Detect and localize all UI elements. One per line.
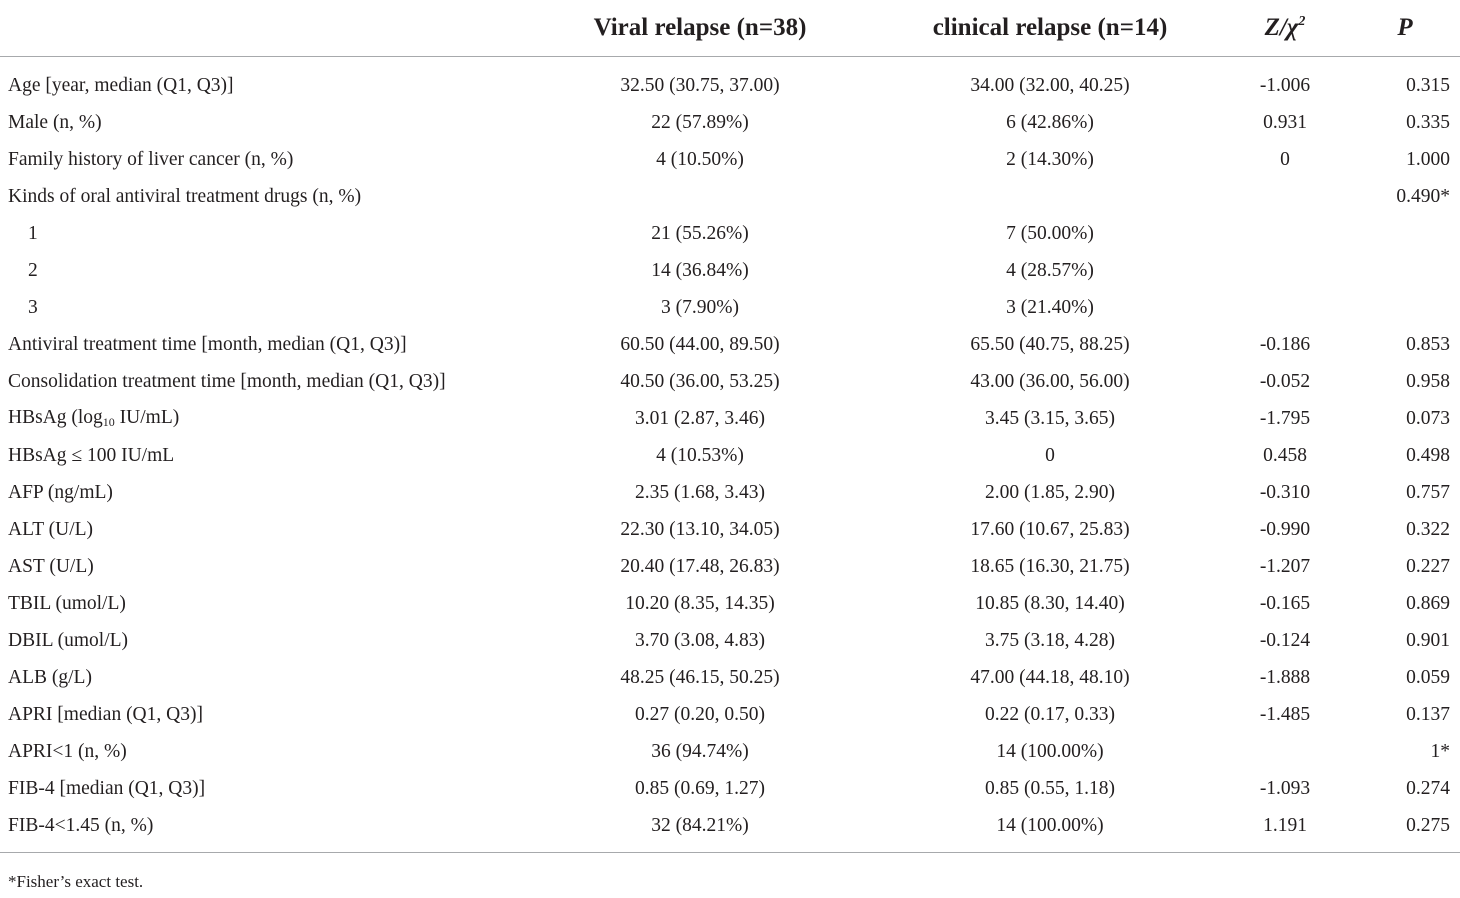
row-label: 2 [28,259,38,281]
row-label: Age [year, median (Q1, Q3)] [8,74,234,96]
row-label-main: HBsAg (log [8,407,103,428]
table-row [0,289,1460,326]
table-row [0,585,1460,622]
p-value-cell: 0.059 [1406,666,1450,688]
clinical-relapse-cell: 4 (28.57%) [1006,259,1094,281]
statistic-cell [1220,289,1350,326]
header-statistic [1220,0,1350,57]
statistic-cell: -1.006 [1259,74,1311,96]
statistic-cell: -0.124 [1259,629,1311,651]
p-value-cell: 0.498 [1406,444,1450,466]
clinical-relapse-cell: 2 (14.30%) [1006,148,1094,170]
footnote: *Fisher’s exact test. [8,872,144,891]
table-row [0,733,1460,770]
row-label: ALB (g/L) [8,666,92,688]
p-value-cell: 0.853 [1406,333,1450,355]
table-row [0,57,1460,105]
clinical-relapse-cell: 14 (100.00%) [996,740,1104,762]
p-value-cell: 0.315 [1406,74,1450,96]
clinical-relapse-cell: 0 [1045,444,1055,466]
header-statistic-sup: 2 [1298,14,1306,29]
row-label-tail: IU/mL) [114,407,180,428]
statistic-cell: -0.052 [1259,370,1311,392]
statistic-cell [1220,215,1350,252]
table-row [0,104,1460,141]
clinical-relapse-cell: 6 (42.86%) [1006,111,1094,133]
clinical-relapse-cell: 7 (50.00%) [1006,222,1094,244]
clinical-relapse-cell: 3.45 (3.15, 3.65) [985,407,1115,429]
clinical-relapse-cell: 18.65 (16.30, 21.75) [970,555,1130,577]
p-value-cell: 0.274 [1406,777,1450,799]
viral-relapse-cell: 4 (10.50%) [656,148,744,170]
table-row [0,548,1460,585]
row-label: APRI<1 (n, %) [8,740,127,762]
header-viral-relapse: Viral relapse (n=38) [520,0,880,57]
statistic-cell: 0.458 [1263,444,1307,466]
header-blank [0,0,520,57]
table-row [0,474,1460,511]
row-label: 1 [28,222,38,244]
row-label: Antiviral treatment time [month, median (Q1, Q3)] [8,333,407,355]
table-row [0,400,1460,437]
viral-relapse-cell: 2.35 (1.68, 3.43) [635,481,765,503]
clinical-relapse-cell: 17.60 (10.67, 25.83) [970,518,1130,540]
row-label: ALT (U/L) [8,518,94,540]
table-row [0,252,1460,289]
table-row [0,215,1460,252]
row-label: AFP (ng/mL) [8,481,113,503]
row-label-subscript: 10 [102,415,115,429]
statistic-cell: -1.795 [1259,407,1311,429]
statistic-cell: -1.093 [1259,777,1311,799]
p-value-cell: 0.490* [1396,185,1450,207]
p-value-cell: 0.227 [1406,555,1450,577]
table-row [0,326,1460,363]
p-value-cell [1350,289,1460,326]
p-value-cell: 0.137 [1406,703,1450,725]
viral-relapse-cell: 10.20 (8.35, 14.35) [625,592,775,614]
row-label: Kinds of oral antiviral treatment drugs (n, %) [8,185,362,207]
p-value-cell: 1* [1430,740,1450,762]
p-value-cell: 0.322 [1406,518,1450,540]
p-value-cell [1350,215,1460,252]
viral-relapse-cell [520,178,880,215]
statistic-cell: 0.931 [1263,111,1307,133]
row-label: DBIL (umol/L) [8,629,129,651]
statistic-cell: -1.485 [1259,703,1311,725]
p-value-cell: 0.869 [1406,592,1450,614]
viral-relapse-cell: 22.30 (13.10, 34.05) [620,518,780,540]
statistic-cell: -0.990 [1259,518,1311,540]
viral-relapse-cell: 4 (10.53%) [656,444,744,466]
statistic-cell: 0 [1280,148,1290,170]
clinical-relapse-cell: 2.00 (1.85, 2.90) [985,481,1115,503]
viral-relapse-cell: 32.50 (30.75, 37.00) [620,74,780,96]
viral-relapse-cell: 3.01 (2.87, 3.46) [635,407,765,429]
statistic-cell [1220,178,1350,215]
clinical-relapse-cell: 65.50 (40.75, 88.25) [970,333,1130,355]
clinical-relapse-cell: 14 (100.00%) [880,807,1220,853]
clinical-relapse-cell: 10.85 (8.30, 14.40) [975,592,1125,614]
header-p-value: P [1350,0,1460,57]
row-label [0,400,520,437]
clinical-relapse-cell: 47.00 (44.18, 48.10) [970,666,1130,688]
statistic-cell: -1.888 [1259,666,1311,688]
viral-relapse-cell: 3 (7.90%) [661,296,739,318]
header-row [0,0,1460,57]
viral-relapse-cell: 48.25 (46.15, 50.25) [620,666,780,688]
table-row [0,659,1460,696]
p-value-cell: 0.757 [1406,481,1450,503]
row-label: FIB-4 [median (Q1, Q3)] [8,777,206,799]
statistic-cell [1220,252,1350,289]
table-row [0,511,1460,548]
row-label: Male (n, %) [8,111,102,133]
viral-relapse-cell: 40.50 (36.00, 53.25) [620,370,780,392]
clinical-relapse-cell [880,178,1220,215]
statistic-cell: -0.165 [1259,592,1311,614]
statistic-cell: -0.310 [1259,481,1311,503]
viral-relapse-cell: 36 (94.74%) [651,740,749,762]
table-row [0,807,1460,853]
viral-relapse-cell: 21 (55.26%) [651,222,749,244]
statistic-cell: 1.191 [1220,807,1350,853]
statistic-cell [1220,733,1350,770]
clinical-relapse-cell: 0.22 (0.17, 0.33) [985,703,1115,725]
statistic-cell: -0.186 [1259,333,1311,355]
viral-relapse-cell: 32 (84.21%) [520,807,880,853]
p-value-cell: 0.901 [1406,629,1450,651]
row-label: AST (U/L) [8,555,94,577]
row-label: Family history of liver cancer (n, %) [8,148,294,170]
viral-relapse-cell: 14 (36.84%) [651,259,749,281]
clinical-relapse-cell: 34.00 (32.00, 40.25) [970,74,1130,96]
table-row [0,141,1460,178]
viral-relapse-cell: 0.27 (0.20, 0.50) [635,703,765,725]
p-value-cell: 0.335 [1406,111,1450,133]
statistic-cell: -1.207 [1259,555,1311,577]
table-row [0,696,1460,733]
clinical-relapse-cell: 3.75 (3.18, 4.28) [985,629,1115,651]
row-label: 3 [28,296,38,318]
table-row [0,363,1460,400]
p-value-cell: 1.000 [1406,148,1450,170]
clinical-relapse-cell: 3 (21.40%) [1006,296,1094,318]
clinical-relapse-cell: 43.00 (36.00, 56.00) [970,370,1130,392]
p-value-cell: 0.073 [1406,407,1450,429]
viral-relapse-cell: 0.85 (0.69, 1.27) [635,777,765,799]
p-value-cell: 0.275 [1350,807,1460,853]
viral-relapse-cell: 60.50 (44.00, 89.50) [620,333,780,355]
clinical-relapse-cell: 0.85 (0.55, 1.18) [985,777,1115,799]
viral-relapse-cell: 22 (57.89%) [651,111,749,133]
p-value-cell [1350,252,1460,289]
viral-relapse-cell: 20.40 (17.48, 26.83) [620,555,780,577]
row-label: FIB-4<1.45 (n, %) [0,807,520,853]
table-row [0,770,1460,807]
table-row [0,178,1460,215]
row-label: TBIL (umol/L) [8,592,126,614]
table-row [0,437,1460,474]
p-value-cell: 0.958 [1406,370,1450,392]
header-statistic-main: Z/χ [1264,14,1299,41]
table-row [0,622,1460,659]
row-label: Consolidation treatment time [month, median (Q1, Q3)] [8,370,446,392]
row-label: HBsAg ≤ 100 IU/mL [8,444,175,466]
header-clinical-relapse: clinical relapse (n=14) [880,0,1220,57]
viral-relapse-cell: 3.70 (3.08, 4.83) [635,629,765,651]
row-label: APRI [median (Q1, Q3)] [8,703,203,725]
